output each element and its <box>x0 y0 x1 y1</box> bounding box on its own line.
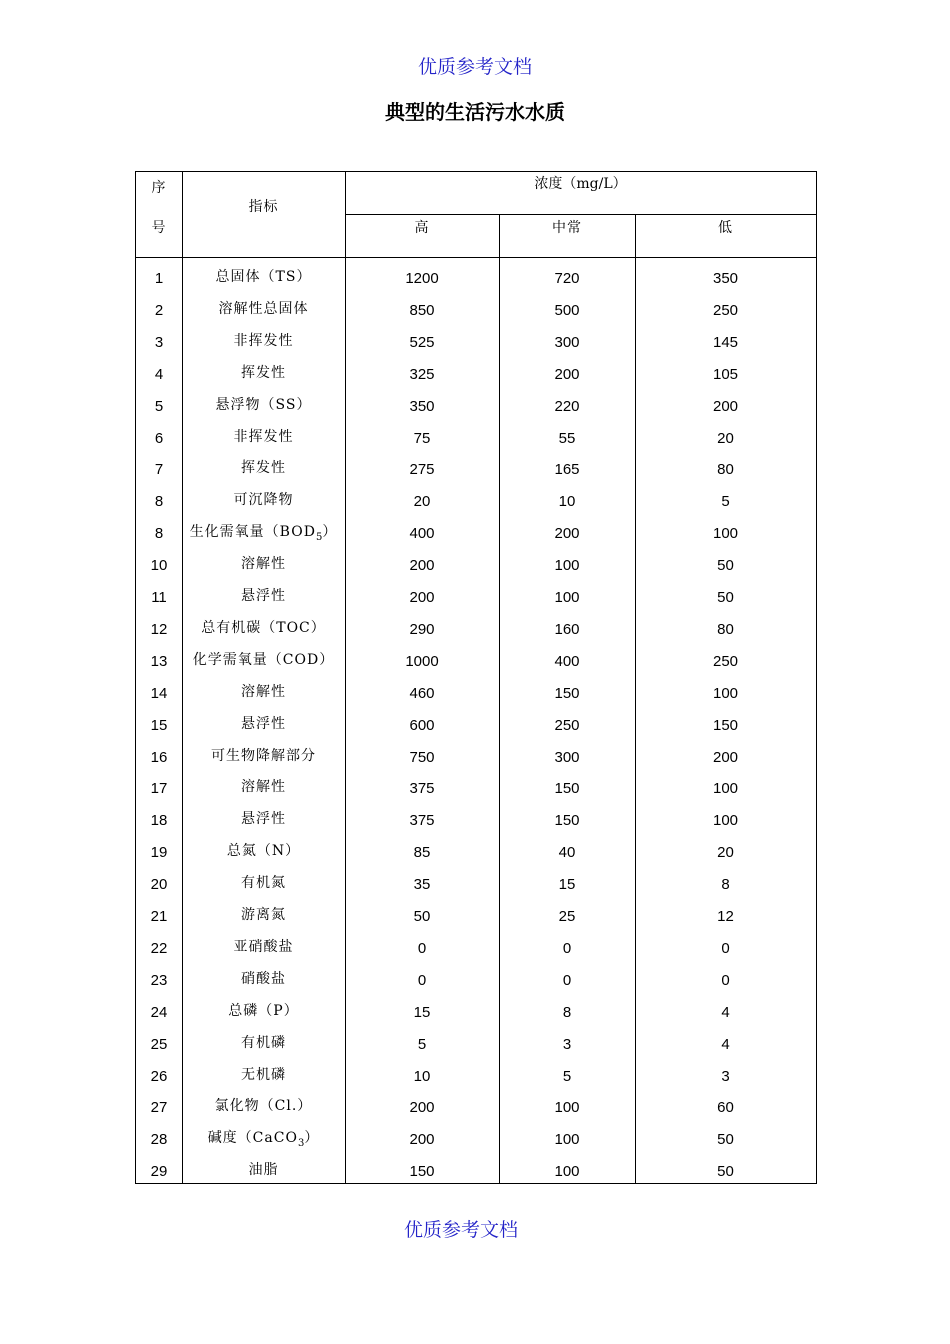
value-low: 100 <box>712 685 739 702</box>
row-number: 19 <box>150 844 168 861</box>
row-number: 22 <box>150 940 168 957</box>
value-medium: 0 <box>562 972 572 989</box>
indicator-name <box>182 809 345 829</box>
header-concentration: 浓度（mg/L） <box>534 176 627 192</box>
value-low: 100 <box>712 525 739 542</box>
value-low: 80 <box>717 461 734 478</box>
indicator-name <box>182 395 345 415</box>
indicator-name-text: 溶解性总固体 <box>218 301 309 317</box>
row-number: 6 <box>154 430 164 447</box>
indicator-name-text: 悬浮性 <box>241 716 286 732</box>
indicator-name-text: 非挥发性 <box>233 333 294 349</box>
value-high: 200 <box>409 1099 435 1116</box>
value-high: 375 <box>409 812 435 829</box>
value-medium: 500 <box>554 302 580 319</box>
indicator-name <box>182 554 345 574</box>
indicator-name-text: 非挥发性 <box>233 429 294 445</box>
value-high: 200 <box>409 1131 435 1148</box>
value-medium: 400 <box>554 653 580 670</box>
value-medium: 165 <box>554 461 580 478</box>
value-high: 15 <box>413 1004 431 1021</box>
row-number: 7 <box>154 461 164 478</box>
value-medium: 200 <box>554 366 580 383</box>
value-high: 75 <box>413 430 431 447</box>
indicator-name <box>182 682 345 702</box>
row-number: 1 <box>154 270 164 287</box>
indicator-name-text: 碱度（CaCO <box>207 1130 298 1146</box>
value-low: 105 <box>712 366 739 383</box>
value-high: 200 <box>409 557 435 574</box>
indicator-subscript: 3 <box>297 1137 305 1149</box>
indicator-name <box>182 937 345 957</box>
value-medium: 0 <box>562 940 572 957</box>
row-number: 4 <box>154 366 164 383</box>
value-low: 20 <box>717 844 734 861</box>
value-high: 50 <box>413 908 431 925</box>
indicator-name-text: 可沉降物 <box>233 492 294 508</box>
row-divider <box>136 257 816 258</box>
value-low: 12 <box>717 908 734 925</box>
row-number: 21 <box>150 908 168 925</box>
value-high: 750 <box>409 749 435 766</box>
indicator-name <box>182 299 345 319</box>
indicator-name <box>182 490 345 510</box>
value-low: 100 <box>712 812 739 829</box>
indicator-name-tail: ） <box>322 524 338 540</box>
indicator-name-text: 可生物降解部分 <box>211 748 316 764</box>
value-high: 375 <box>409 780 435 797</box>
value-low: 50 <box>717 1131 734 1148</box>
value-high: 350 <box>409 398 435 415</box>
row-number: 23 <box>150 972 168 989</box>
value-medium: 100 <box>554 589 580 606</box>
header-seq-line1: 序 <box>151 180 167 196</box>
row-number: 2 <box>154 302 164 319</box>
value-medium: 160 <box>554 621 580 638</box>
indicator-name <box>182 1096 345 1116</box>
row-number: 24 <box>150 1004 168 1021</box>
value-medium: 150 <box>554 685 580 702</box>
indicator-subscript: 5 <box>315 531 323 543</box>
row-number: 8 <box>154 525 164 542</box>
value-high: 460 <box>409 685 435 702</box>
indicator-name-text: 有机氮 <box>241 875 286 891</box>
value-high: 400 <box>409 525 435 542</box>
indicator-name-text: 悬浮性 <box>241 811 286 827</box>
value-low: 0 <box>721 972 730 989</box>
indicator-name <box>182 586 345 606</box>
value-low: 250 <box>712 302 739 319</box>
value-low: 200 <box>712 398 739 415</box>
value-low: 8 <box>721 876 730 893</box>
value-low: 250 <box>712 653 739 670</box>
value-medium: 55 <box>558 430 576 447</box>
value-medium: 100 <box>554 1131 580 1148</box>
value-low: 150 <box>712 717 739 734</box>
value-high: 150 <box>409 1163 435 1180</box>
indicator-name-text: 总氮（N） <box>226 843 301 859</box>
indicator-name <box>182 458 345 478</box>
value-high: 5 <box>417 1036 427 1053</box>
indicator-name-text: 总磷（P） <box>228 1003 299 1019</box>
indicator-name <box>182 522 345 548</box>
row-number: 26 <box>150 1068 168 1085</box>
indicator-name-text: 溶解性 <box>241 556 286 572</box>
indicator-name-text: 挥发性 <box>241 460 286 476</box>
value-high: 850 <box>409 302 435 319</box>
value-low: 80 <box>717 621 734 638</box>
indicator-name-text: 油脂 <box>248 1162 279 1178</box>
value-high: 200 <box>409 589 435 606</box>
value-low: 5 <box>721 493 730 510</box>
row-number: 14 <box>150 685 168 702</box>
value-low: 145 <box>712 334 739 351</box>
value-medium: 150 <box>554 780 580 797</box>
value-high: 85 <box>413 844 431 861</box>
indicator-name-text: 总有机碳（TOC） <box>201 620 326 636</box>
indicator-name <box>182 650 345 670</box>
value-high: 10 <box>413 1068 431 1085</box>
row-number: 3 <box>154 334 164 351</box>
indicator-name <box>182 427 345 447</box>
row-number: 20 <box>150 876 168 893</box>
header-indicator: 指标 <box>248 199 279 215</box>
indicator-name <box>182 746 345 766</box>
indicator-name <box>182 1128 345 1154</box>
row-number: 29 <box>150 1163 168 1180</box>
row-number: 28 <box>150 1131 168 1148</box>
value-high: 1000 <box>405 653 439 670</box>
page-title: 典型的生活污水水质 <box>385 100 565 124</box>
indicator-name-text: 有机磷 <box>241 1035 286 1051</box>
value-medium: 8 <box>562 1004 572 1021</box>
indicator-name <box>182 363 345 383</box>
indicator-name <box>182 777 345 797</box>
row-number: 13 <box>150 653 168 670</box>
indicator-name-text: 硝酸盐 <box>241 971 286 987</box>
row-number: 16 <box>150 749 168 766</box>
row-divider <box>345 214 816 215</box>
value-high: 290 <box>409 621 435 638</box>
row-number: 18 <box>150 812 168 829</box>
value-high: 1200 <box>405 270 439 287</box>
row-number: 10 <box>150 557 168 574</box>
value-medium: 220 <box>554 398 580 415</box>
row-number: 27 <box>150 1099 168 1116</box>
indicator-name-text: 溶解性 <box>241 684 286 700</box>
value-high: 600 <box>409 717 435 734</box>
indicator-name-text: 无机磷 <box>241 1067 286 1083</box>
row-number: 5 <box>154 398 164 415</box>
indicator-name-text: 游离氮 <box>241 907 286 923</box>
header-link[interactable]: 优质参考文档 <box>417 56 532 78</box>
value-medium: 100 <box>554 557 580 574</box>
value-medium: 100 <box>554 1163 580 1180</box>
indicator-name-text: 挥发性 <box>241 365 286 381</box>
value-low: 200 <box>712 749 739 766</box>
value-medium: 720 <box>554 270 580 287</box>
value-low: 3 <box>721 1068 730 1085</box>
value-medium: 25 <box>558 908 576 925</box>
indicator-name <box>182 905 345 925</box>
value-low: 60 <box>717 1099 734 1116</box>
value-medium: 15 <box>558 876 576 893</box>
indicator-name <box>182 873 345 893</box>
value-high: 35 <box>413 876 431 893</box>
indicator-name <box>182 714 345 734</box>
col-divider <box>182 172 183 1183</box>
value-low: 4 <box>721 1036 730 1053</box>
water-quality-table <box>135 171 817 1184</box>
indicator-name-text: 亚硝酸盐 <box>233 939 294 955</box>
value-medium: 40 <box>558 844 576 861</box>
value-medium: 250 <box>554 717 580 734</box>
value-medium: 3 <box>562 1036 572 1053</box>
value-medium: 300 <box>554 749 580 766</box>
indicator-name-tail: ） <box>304 1130 320 1146</box>
indicator-name-text: 悬浮物（SS） <box>215 397 312 413</box>
row-number: 12 <box>150 621 168 638</box>
value-low: 50 <box>717 557 734 574</box>
indicator-name-text: 总固体（TS） <box>215 269 312 285</box>
indicator-name-text: 溶解性 <box>241 779 286 795</box>
value-low: 50 <box>717 1163 734 1180</box>
indicator-name <box>182 618 345 638</box>
value-high: 275 <box>409 461 435 478</box>
row-number: 17 <box>150 780 168 797</box>
value-low: 20 <box>717 430 734 447</box>
value-medium: 300 <box>554 334 580 351</box>
indicator-name <box>182 1160 345 1180</box>
col-divider <box>345 172 346 1183</box>
value-low: 50 <box>717 589 734 606</box>
value-high: 20 <box>413 493 431 510</box>
value-low: 100 <box>712 780 739 797</box>
indicator-name <box>182 1001 345 1021</box>
value-high: 0 <box>417 972 427 989</box>
value-low: 0 <box>721 940 730 957</box>
indicator-name-text: 化学需氧量（COD） <box>192 652 335 668</box>
value-medium: 100 <box>554 1099 580 1116</box>
indicator-name-text: 生化需氧量（BOD <box>189 524 316 540</box>
indicator-name <box>182 841 345 861</box>
row-number: 11 <box>151 589 167 606</box>
indicator-name <box>182 331 345 351</box>
row-number: 25 <box>150 1036 168 1053</box>
value-low: 350 <box>712 270 739 287</box>
indicator-name <box>182 1033 345 1053</box>
footer-link[interactable]: 优质参考文档 <box>403 1219 518 1241</box>
value-medium: 10 <box>558 493 576 510</box>
header-high: 高 <box>414 220 430 236</box>
header-low: 低 <box>718 220 733 236</box>
header-seq-line2: 号 <box>151 220 167 236</box>
indicator-name <box>182 969 345 989</box>
row-number: 8 <box>154 493 164 510</box>
value-low: 4 <box>721 1004 730 1021</box>
value-high: 325 <box>409 366 435 383</box>
indicator-name-text: 悬浮性 <box>241 588 286 604</box>
header-medium: 中常 <box>552 220 582 236</box>
indicator-name-text: 氯化物（Cl.） <box>214 1098 313 1114</box>
value-medium: 200 <box>554 525 580 542</box>
value-medium: 150 <box>554 812 580 829</box>
indicator-name <box>182 1065 345 1085</box>
row-number: 15 <box>150 717 168 734</box>
value-high: 0 <box>417 940 427 957</box>
indicator-name <box>182 267 345 287</box>
value-high: 525 <box>409 334 435 351</box>
value-medium: 5 <box>562 1068 572 1085</box>
